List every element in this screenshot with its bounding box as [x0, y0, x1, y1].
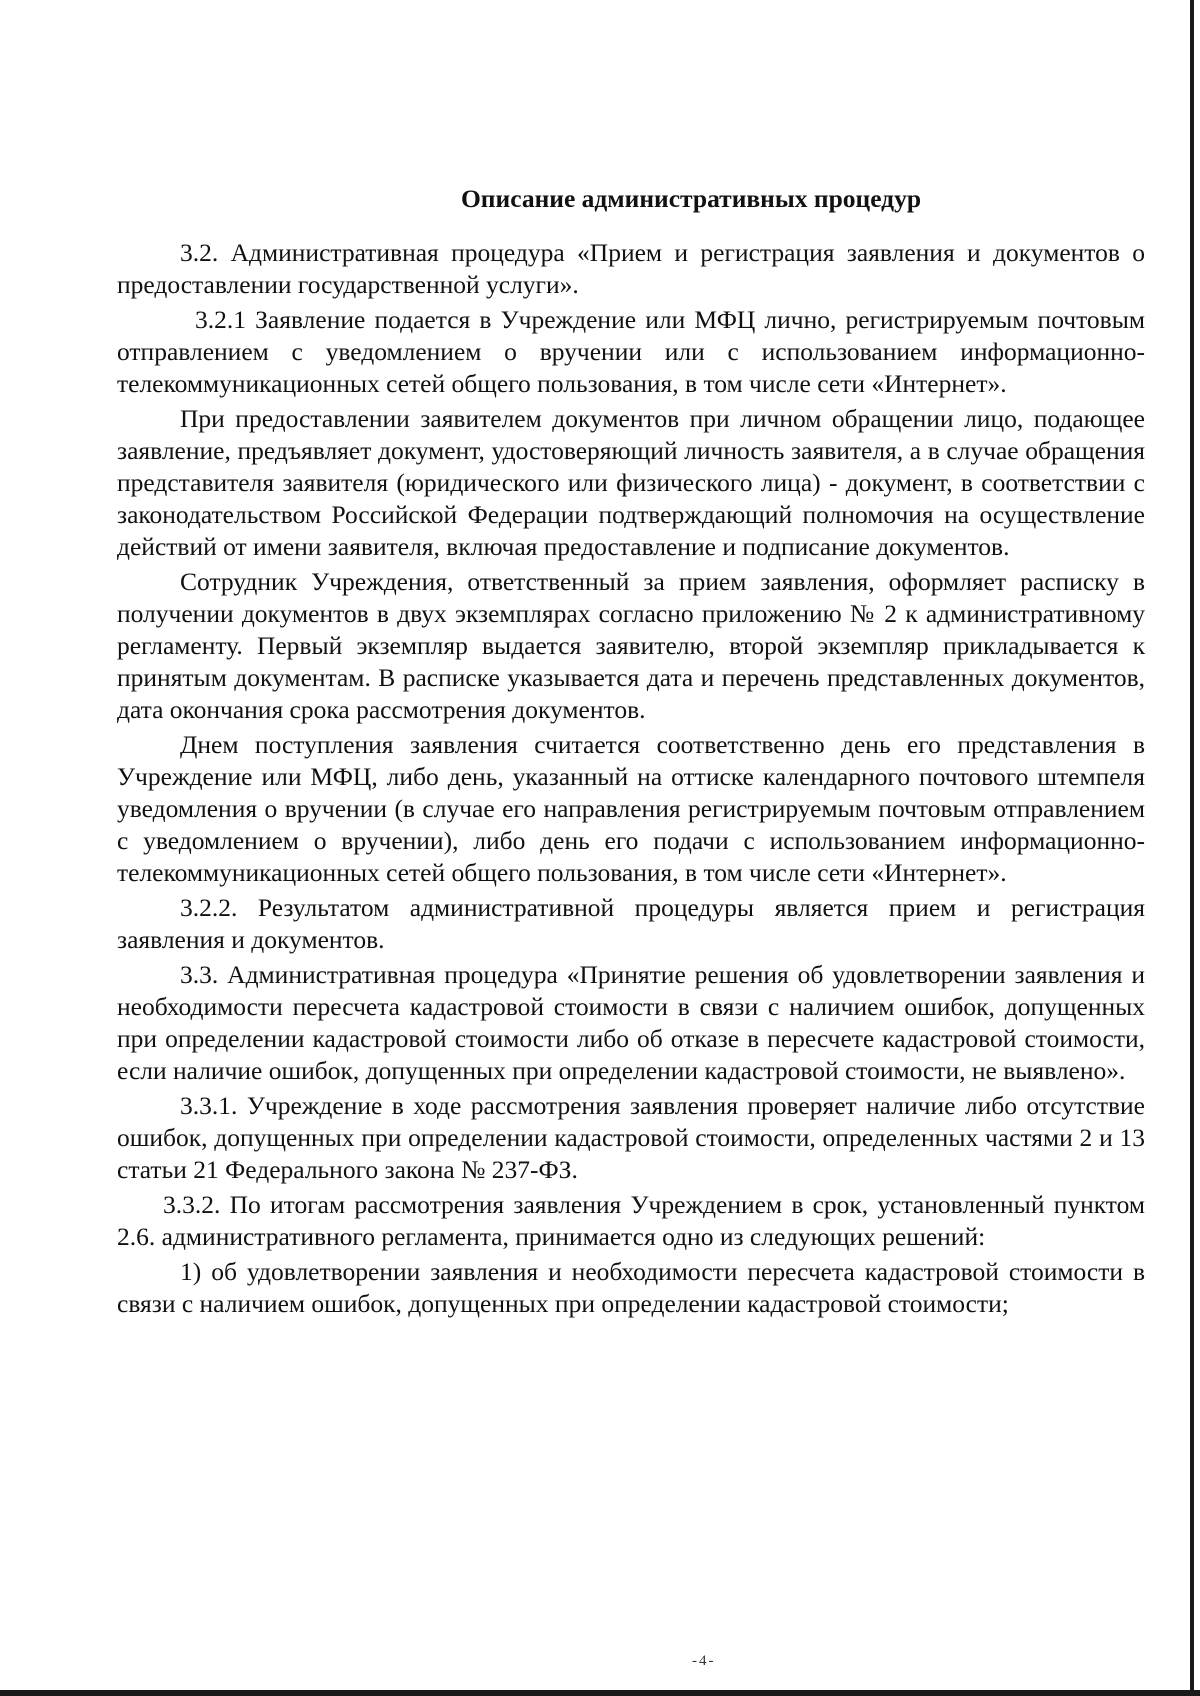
- paragraph-personal-submission: При предоставлении заявителем документов при личном обращении лицо, подающее заявление, предъявляет документ, удостоверяющий личность заявителя, а в случае обращения представителя заявителя (юридического или физического лица) - документ, в соответствии с законодательством Российской Федерации подтверждающий полномочия на осуществление действий от имени заявителя, включая предоставление и подписание документов.: [117, 404, 1145, 561]
- page-number: -4-: [692, 1653, 716, 1669]
- scan-edge-right: [1190, 0, 1194, 1696]
- paragraph-3-3-1: 3.3.1. Учреждение в ходе рассмотрения заявления проверяет наличие либо отсутствие ошибок, допущенных при определении кадастровой стоимости, определенных частями 2 и 13 статьи 21 Федерального закона № 237-ФЗ.: [117, 1091, 1145, 1184]
- paragraph-receipt: Сотрудник Учреждения, ответственный за прием заявления, оформляет расписку в получении документов в двух экземплярах согласно приложению № 2 к административному регламенту. Первый экземпляр выдается заявителю, второй экземпляр прикладывается к принятым документам. В расписке указывается дата и перечень представленных документов, дата окончания срока рассмотрения документов.: [117, 567, 1145, 724]
- section-title: Описание административных процедур: [460, 184, 922, 213]
- paragraph-3-3: 3.3. Административная процедура «Принятие решения об удовлетворении заявления и необходимости пересчета кадастровой стоимости в связи с наличием ошибок, допущенных при определении кадастровой стоимости либо об отказе в пересчете кадастровой стоимости, если наличие ошибок, допущенных при определении кадастровой стоимости, не выявлено».: [117, 960, 1145, 1085]
- paragraph-3-3-2: 3.3.2. По итогам рассмотрения заявления Учреждением в срок, установленный пунктом 2.6. административного регламента, принимается одно из следующих решений:: [117, 1190, 1145, 1251]
- paragraph-3-2-2: 3.2.2. Результатом административной процедуры является прием и регистрация заявления и документов.: [117, 893, 1145, 954]
- scan-edge-bottom: [0, 1690, 1200, 1696]
- paragraph-receipt-date: Днем поступления заявления считается соответственно день его представления в Учреждение или МФЦ, либо день, указанный на оттиске календарного почтового штемпеля уведомления о вручении (в случае его направления регистрируемым почтовым отправлением с уведомлением о вручении), либо день его подачи с использованием информационно-телекоммуникационных сетей общего пользования, в том числе сети «Интернет».: [117, 730, 1145, 887]
- paragraph-3-2-1: 3.2.1 Заявление подается в Учреждение или МФЦ лично, регистрируемым почтовым отправлением с уведомлением о вручении или с использованием информационно-телекоммуникационных сетей общего пользования, в том числе сети «Интернет».: [117, 305, 1145, 398]
- document-body: [117, 183, 1145, 1323]
- paragraph-decision-1: 1) об удовлетворении заявления и необходимости пересчета кадастровой стоимости в связи с наличием ошибок, допущенных при определении кадастровой стоимости;: [117, 1257, 1145, 1318]
- paragraph-3-2: 3.2. Административная процедура «Прием и регистрация заявления и документов о предоставлении государственной услуги».: [117, 238, 1145, 299]
